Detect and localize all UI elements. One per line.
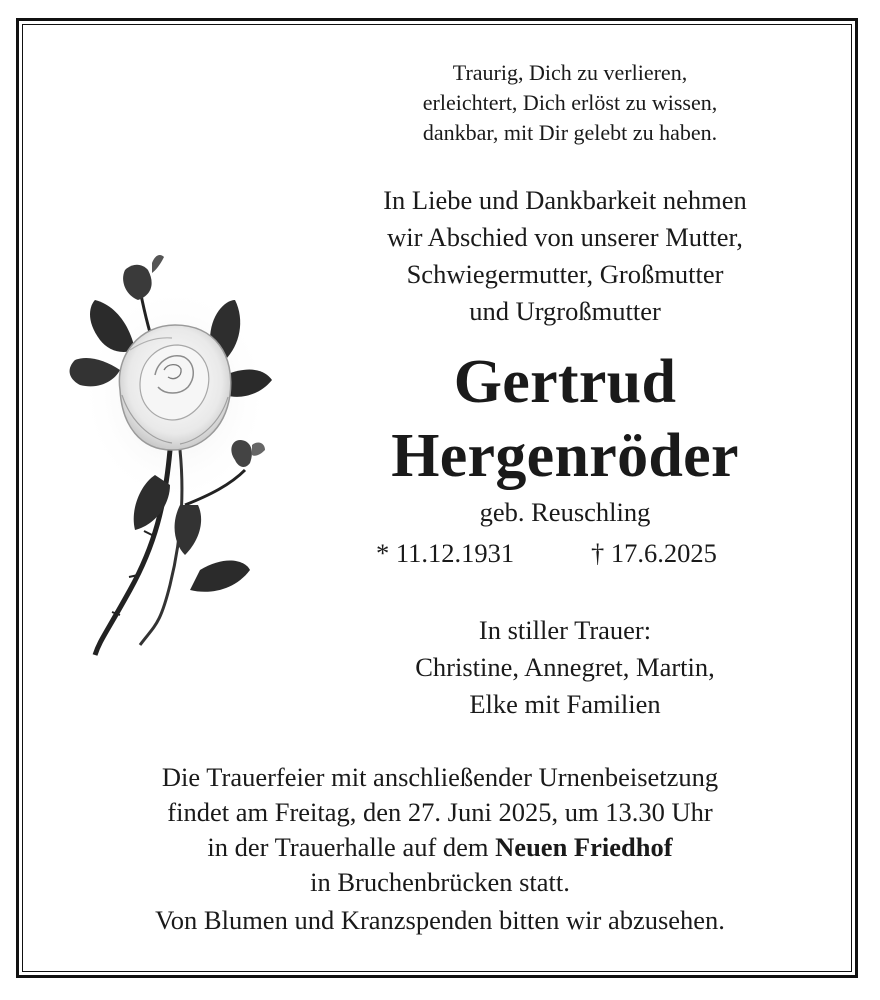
intro-text bbox=[320, 182, 810, 330]
mourners-heading: In stiller Trauer: bbox=[478, 615, 652, 645]
motto-line: dankbar, mit Dir gelebt zu haben. bbox=[422, 120, 718, 145]
maiden-name: geb. Reuschling bbox=[479, 497, 651, 527]
motto-line: erleichtert, Dich erlöst zu wissen, bbox=[422, 90, 718, 115]
last-name: Hergenröder bbox=[391, 422, 739, 490]
cemetery-name: Neuen Friedhof bbox=[495, 832, 673, 862]
death-date: † 17.6.2025 bbox=[591, 538, 717, 568]
mourners-line: Elke mit Familien bbox=[469, 689, 661, 719]
ceremony-line: findet am Freitag, den 27. Juni 2025, um 13.30 Uhr bbox=[167, 797, 713, 827]
mourners-line: Christine, Annegret, Martin, bbox=[415, 652, 715, 682]
mourners bbox=[320, 612, 810, 723]
ceremony-line: in Bruchenbrücken statt. bbox=[310, 867, 570, 897]
motto bbox=[360, 58, 780, 148]
intro-line: In Liebe und Dankbarkeit nehmen bbox=[383, 185, 747, 215]
ceremony-line: Die Trauerfeier mit anschließender Urnenbeisetzung bbox=[161, 762, 719, 792]
life-dates bbox=[340, 536, 800, 572]
ceremony-location-prefix: in der Trauerhalle auf dem bbox=[207, 832, 496, 862]
intro-line: und Urgroßmutter bbox=[469, 296, 661, 326]
motto-line: Traurig, Dich zu verlieren, bbox=[452, 60, 688, 85]
flower-request: Von Blumen und Kranzspenden bitten wir abzusehen. bbox=[155, 905, 725, 935]
birth-date: * 11.12.1931 bbox=[376, 538, 515, 568]
first-name: Gertrud bbox=[453, 348, 677, 416]
ceremony-line bbox=[40, 830, 840, 865]
ceremony-info bbox=[40, 760, 840, 900]
intro-line: wir Abschied von unserer Mutter, bbox=[387, 222, 743, 252]
intro-line: Schwiegermutter, Großmutter bbox=[406, 259, 724, 289]
deceased-name bbox=[320, 345, 810, 493]
rose-icon bbox=[60, 245, 290, 665]
